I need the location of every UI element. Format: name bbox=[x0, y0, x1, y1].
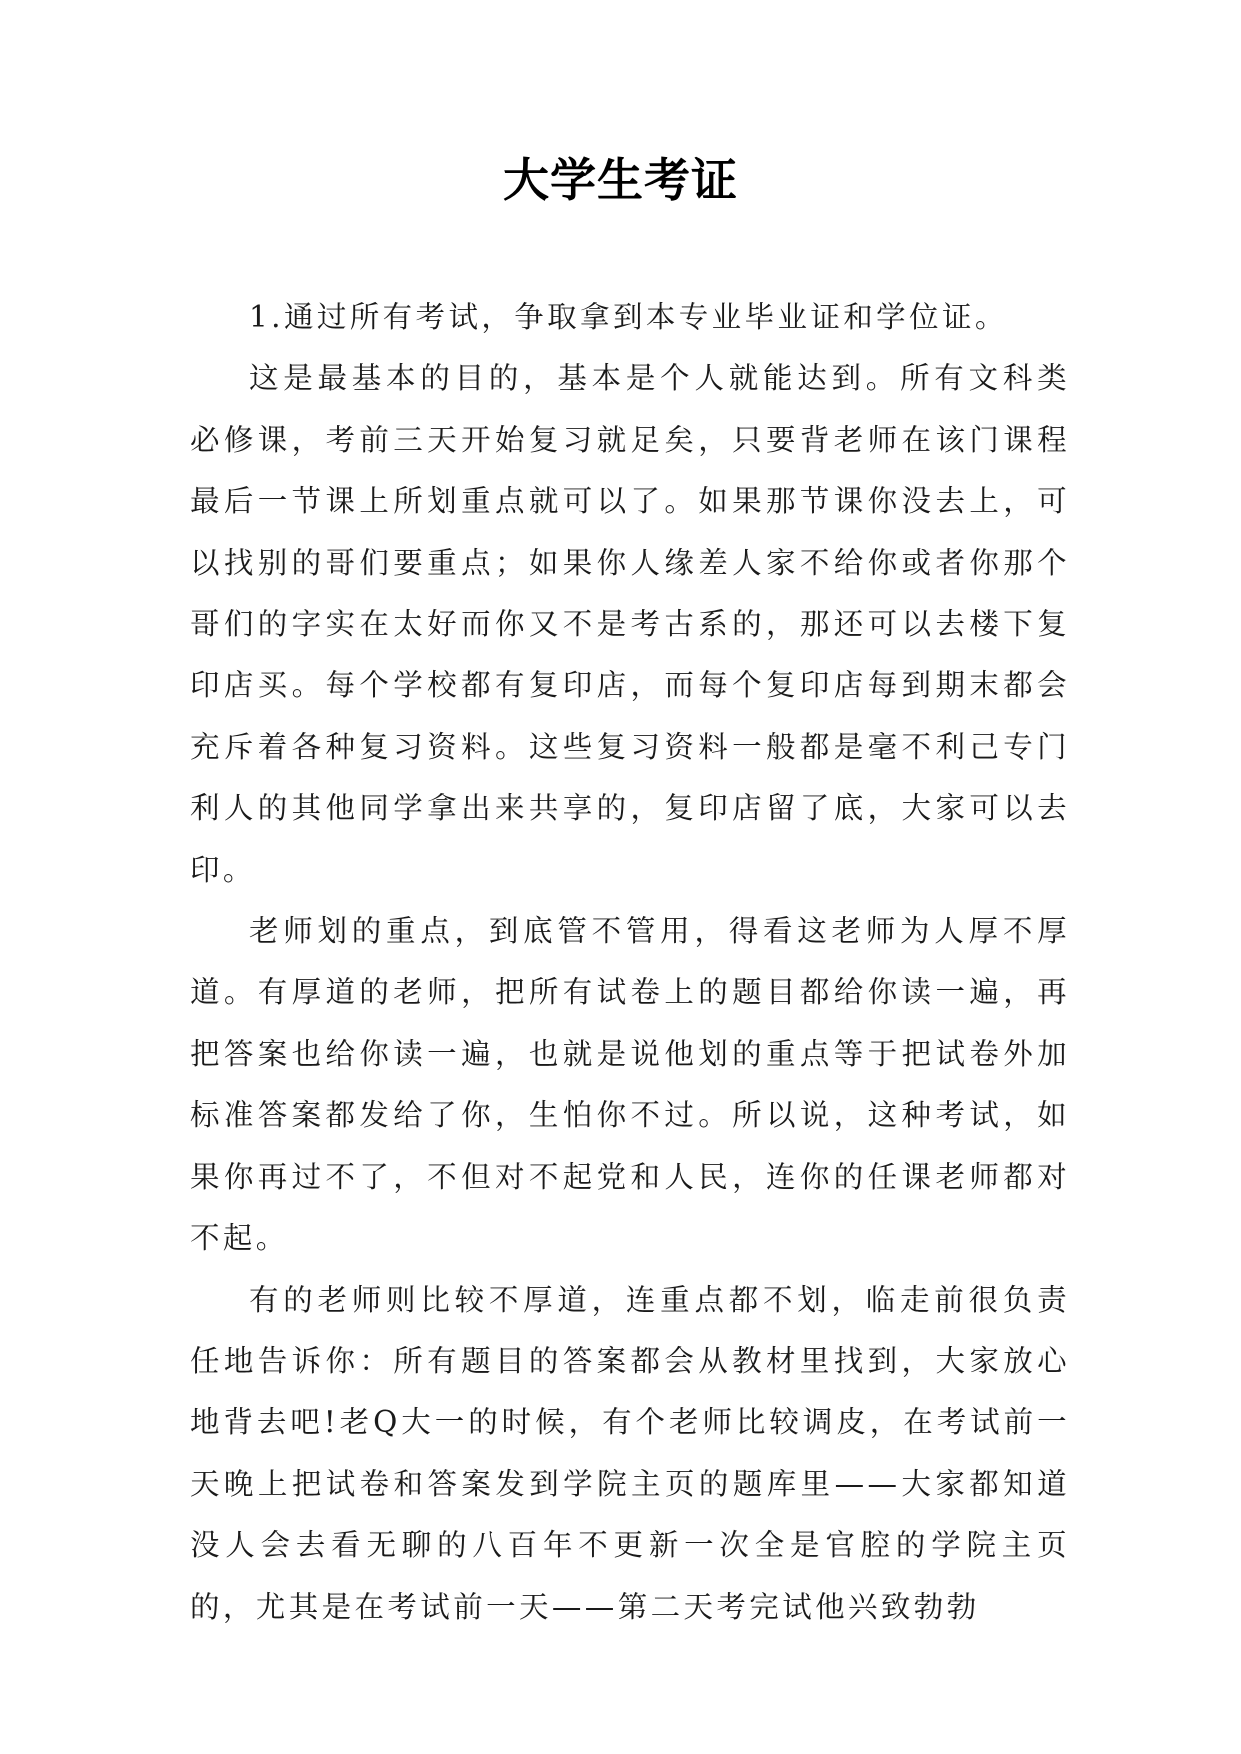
document-body bbox=[190, 287, 1070, 1638]
document-title: 大学生考证 bbox=[503, 153, 738, 207]
paragraph: 这是最基本的目的，基本是个人就能达到。所有文科类必修课，考前三天开始复习就足矣，只要背老师在该门课程最后一节课上所划重点就可以了。如果那节课你没去上，可以找别的哥们要重点；如果你人缘差人家不给你或者你那个哥们的字实在太好而你又不是考古系的，那还可以去楼下复印店买。每个学校都有复印店，而每个复印店每到期末都会充斥着各种复习资料。这些复习资料一般都是毫不利己专门利人的其他同学拿出来共享的，复印店留了底，大家可以去印。 bbox=[190, 361, 1070, 887]
paragraph: 1.通过所有考试，争取拿到本专业毕业证和学位证。 bbox=[249, 300, 1008, 334]
paragraph: 有的老师则比较不厚道，连重点都不划，临走前很负责任地告诉你：所有题目的答案都会从教材里找到，大家放心地背去吧!老Q大一的时候，有个老师比较调皮，在考试前一天晚上把试卷和答案发到学院主页的题库里——大家都知道没人会去看无聊的八百年不更新一次全是官腔的学院主页的，尤其是在考试前一天——第二天考完试他兴致勃勃 bbox=[190, 1282, 1070, 1624]
paragraph: 老师划的重点，到底管不管用，得看这老师为人厚不厚道。有厚道的老师，把所有试卷上的题目都给你读一遍，再把答案也给你读一遍，也就是说他划的重点等于把试卷外加标准答案都发给了你，生怕你不过。所以说，这种考试，如果你再过不了，不但对不起党和人民，连你的任课老师都对不起。 bbox=[190, 914, 1070, 1256]
